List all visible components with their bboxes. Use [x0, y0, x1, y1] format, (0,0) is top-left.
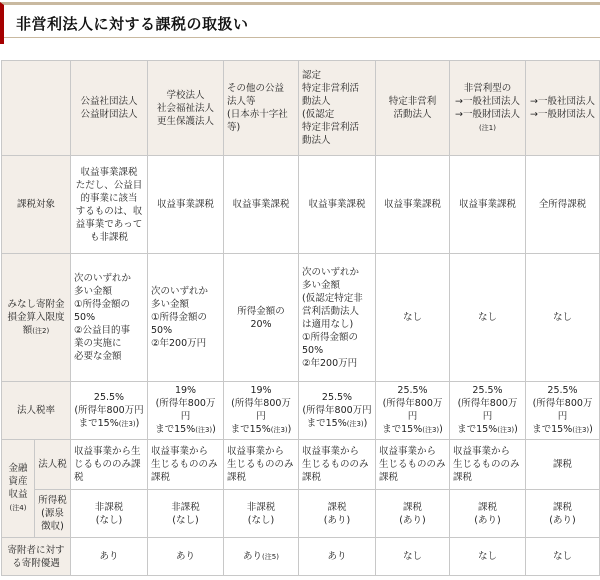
cell-deemed-6: なし [526, 254, 600, 382]
page-title: 非営利法人に対する課税の取扱い [16, 15, 249, 33]
rate-close-6: ) [589, 424, 593, 435]
rate-close-4: ) [439, 424, 443, 435]
cell-income-1: 非課税 (なし) [148, 490, 224, 538]
rate-sub-5: (所得年800万円 まで15% [457, 398, 518, 435]
rate-value-5: 25.5% [472, 385, 503, 396]
cell-rate-6 [526, 382, 600, 440]
rate-note-5: (注3) [497, 426, 515, 434]
rate-sub-1: (所得年800万円 まで15% [155, 398, 216, 435]
rate-note-6: (注3) [572, 426, 590, 434]
header-note: (注1) [479, 123, 496, 132]
rate-close-0: ) [135, 417, 140, 429]
row-rate [2, 382, 600, 440]
donor-note: (注5) [262, 552, 279, 561]
label-financial-note: (注4) [9, 504, 27, 512]
label-financial-group [2, 440, 35, 538]
cell-deemed-2: 所得金額の 20% [224, 254, 299, 382]
header-ippan: →一般社団法人 →一般財団法人 [526, 61, 600, 156]
rate-sub-6: (所得年800万円 まで15% [532, 398, 593, 435]
cell-taxable-4: 収益事業課税 [376, 156, 450, 254]
row-donor [2, 538, 600, 576]
cell-deemed-1: 次のいずれか 多い金額 ①所得金額の 50% ②年200万円 [148, 254, 224, 382]
cell-taxable-5: 収益事業課税 [450, 156, 526, 254]
rate-close-1: ) [212, 424, 216, 435]
label-corp-tax: 法人税 [35, 440, 71, 490]
header-koueki: 公益社団法人 公益財団法人 [71, 61, 148, 156]
header-hieiri-text: 非営利型の →一般社団法人 →一般財団法人 [455, 82, 520, 120]
cell-taxable-1: 収益事業課税 [148, 156, 224, 254]
rate-value-1: 19% [174, 385, 197, 396]
title-underline [4, 37, 600, 38]
cell-donor-6: なし [526, 538, 600, 576]
rate-close-2: ) [287, 424, 292, 435]
rate-close-3: ) [363, 417, 368, 429]
cell-taxable-2: 収益事業課税 [224, 156, 299, 254]
rate-sub-2: (所得年800万円 まで15% [230, 398, 291, 435]
cell-rate-0 [71, 382, 148, 440]
cell-deemed-4: なし [376, 254, 450, 382]
rate-value-2: 19% [250, 385, 272, 396]
label-financial-text: 金融 資産 収益 [8, 463, 28, 500]
row-financial-income [2, 490, 600, 538]
header-hieiri [450, 61, 526, 156]
row-taxable [2, 156, 600, 254]
rate-value-3: 25.5% [321, 391, 353, 403]
label-rate: 法人税率 [2, 382, 71, 440]
rate-sub-3: (所得年800万円 まで15% [302, 404, 372, 429]
cell-deemed-5: なし [450, 254, 526, 382]
rate-note-2: (注3) [270, 426, 288, 434]
cell-corp-2: 収益事業から 生じるもののみ 課税 [224, 440, 299, 490]
cell-donor-1: あり [148, 538, 224, 576]
label-donor: 寄附者に対す る寄附優遇 [2, 538, 71, 576]
header-gakko: 学校法人 社会福祉法人 更生保護法人 [148, 61, 224, 156]
tax-table [1, 60, 600, 576]
cell-income-0: 非課税 (なし) [71, 490, 148, 538]
rate-value-0: 25.5% [93, 391, 125, 403]
rate-note-0: (注3) [118, 419, 136, 428]
cell-donor-4: なし [376, 538, 450, 576]
rate-value-6: 25.5% [547, 385, 578, 396]
cell-donor-2 [224, 538, 299, 576]
cell-rate-1 [148, 382, 224, 440]
cell-income-2: 非課税 (なし) [224, 490, 299, 538]
cell-corp-0: 収益事業から生 じるもののみ課 税 [71, 440, 148, 490]
header-sonota: その他の公益 法人等 (日本赤十字社 等) [224, 61, 299, 156]
label-taxable: 課税対象 [2, 156, 71, 254]
header-nintei: 認定 特定非営利活 動法人 (仮認定 特定非営利活 動法人 [299, 61, 376, 156]
label-deemed-note: (注2) [32, 326, 50, 335]
cell-corp-4: 収益事業から 生じるもののみ 課税 [376, 440, 450, 490]
cell-donor-3: あり [299, 538, 376, 576]
row-deemed [2, 254, 600, 382]
title-bar [0, 2, 600, 44]
header-npo: 特定非営利 活動法人 [376, 61, 450, 156]
cell-corp-1: 収益事業から 生じるもののみ 課税 [148, 440, 224, 490]
rate-note-4: (注3) [422, 426, 440, 434]
rate-value-4: 25.5% [397, 385, 428, 396]
rate-sub-4: (所得年800万円 まで15% [382, 398, 443, 435]
label-deemed [2, 254, 71, 382]
label-deemed-text: みなし寄附金 損金算入限度 額 [7, 298, 65, 336]
cell-income-6: 課税 (あり) [526, 490, 600, 538]
cell-donor-5: なし [450, 538, 526, 576]
cell-rate-3 [299, 382, 376, 440]
cell-income-5: 課税 (あり) [450, 490, 526, 538]
cell-income-3: 課税 (あり) [299, 490, 376, 538]
cell-taxable-3: 収益事業課税 [299, 156, 376, 254]
label-income-tax: 所得税 (源泉 徴収) [35, 490, 71, 538]
cell-corp-3: 収益事業から 生じるもののみ 課税 [299, 440, 376, 490]
donor-value-2: あり [243, 550, 263, 562]
cell-taxable-0: 収益事業課税 ただし、公益目 的事業に該当 するものは、収 益事業であって も非課税 [71, 156, 148, 254]
cell-rate-5 [450, 382, 526, 440]
rate-note-3: (注3) [346, 419, 364, 428]
cell-corp-5: 収益事業から 生じるもののみ 課税 [450, 440, 526, 490]
corner-cell [2, 61, 71, 156]
rate-sub-0: (所得年800万円 まで15% [74, 404, 144, 429]
row-financial-corp [2, 440, 600, 490]
cell-deemed-0: 次のいずれか 多い金額 ①所得金額の 50% ②公益目的事 業の実施に 必要な金額 [71, 254, 148, 382]
rate-note-1: (注3) [195, 426, 213, 434]
cell-corp-6: 課税 [526, 440, 600, 490]
header-row [2, 61, 600, 156]
cell-rate-4 [376, 382, 450, 440]
cell-rate-2 [224, 382, 299, 440]
cell-taxable-6: 全所得課税 [526, 156, 600, 254]
cell-income-4: 課税 (あり) [376, 490, 450, 538]
cell-donor-0: あり [71, 538, 148, 576]
rate-close-5: ) [514, 424, 518, 435]
cell-deemed-3: 次のいずれか 多い金額 (仮認定特定非 営利活動法人 は適用なし) ①所得金額の 50% ②年200万円 [299, 254, 376, 382]
